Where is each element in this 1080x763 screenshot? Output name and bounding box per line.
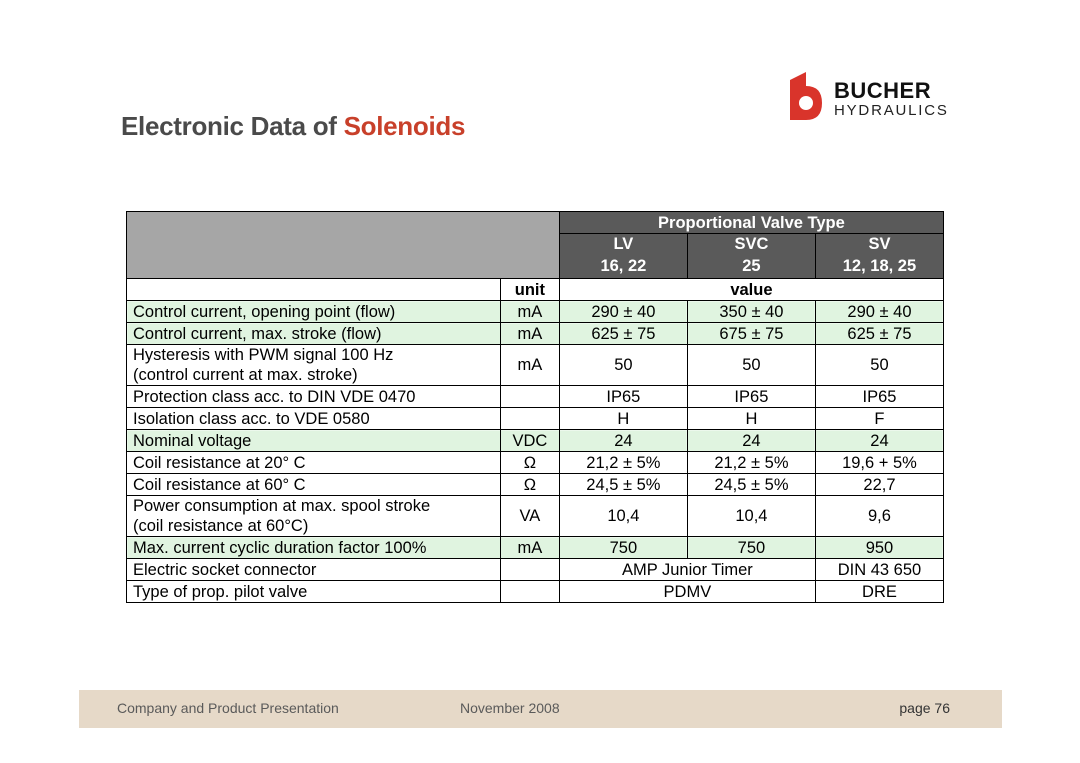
row-value: IP65 xyxy=(815,386,943,408)
row-label: Nominal voltage xyxy=(127,430,501,452)
table-row xyxy=(127,323,944,345)
row-label-line: (control current at max. stroke) xyxy=(133,366,358,384)
row-unit: Ω xyxy=(500,474,559,496)
logo-name: BUCHER xyxy=(834,78,932,103)
column-header-row xyxy=(127,279,944,301)
row-value: 350 ± 40 xyxy=(687,301,815,323)
row-label-line: (coil resistance at 60°C) xyxy=(133,517,309,535)
row-label: Control current, max. stroke (flow) xyxy=(127,323,501,345)
row-value: DIN 43 650 xyxy=(815,559,943,581)
row-value: 625 ± 75 xyxy=(559,323,687,345)
table-row xyxy=(127,581,944,603)
type-name: SV xyxy=(815,234,943,255)
row-value: 290 ± 40 xyxy=(815,301,943,323)
row-unit: mA xyxy=(500,301,559,323)
row-value: 750 xyxy=(687,537,815,559)
label-column-header xyxy=(127,279,501,301)
row-merged-value: AMP Junior Timer xyxy=(559,559,815,581)
row-value: H xyxy=(559,408,687,430)
company-logo xyxy=(786,72,976,124)
row-value: 24 xyxy=(687,430,815,452)
row-value: H xyxy=(687,408,815,430)
row-value: 19,6 + 5% xyxy=(815,452,943,474)
row-unit: VDC xyxy=(500,430,559,452)
group-header: Proportional Valve Type xyxy=(559,212,943,234)
value-column-header: value xyxy=(559,279,943,301)
row-label: Electric socket connector xyxy=(127,559,501,581)
row-label-line: Power consumption at max. spool stroke xyxy=(133,497,431,515)
row-value: 675 ± 75 xyxy=(687,323,815,345)
row-label: Coil resistance at 60° C xyxy=(127,474,501,496)
row-value: 10,4 xyxy=(559,496,687,537)
row-unit: VA xyxy=(500,496,559,537)
row-value: DRE xyxy=(815,581,943,603)
row-label: Control current, opening point (flow) xyxy=(127,301,501,323)
row-unit: mA xyxy=(500,345,559,386)
row-value: 24 xyxy=(815,430,943,452)
row-unit xyxy=(500,408,559,430)
title-text: Electronic Data of xyxy=(121,111,344,141)
solenoid-data-table xyxy=(126,211,944,603)
row-label: Isolation class acc. to VDE 0580 xyxy=(127,408,501,430)
row-label: Coil resistance at 20° C xyxy=(127,452,501,474)
row-merged-value: PDMV xyxy=(559,581,815,603)
row-value: 950 xyxy=(815,537,943,559)
type-name: SVC xyxy=(687,234,815,255)
row-unit: mA xyxy=(500,537,559,559)
table-row xyxy=(127,345,944,386)
type-sizes: 12, 18, 25 xyxy=(815,254,943,279)
row-label: Type of prop. pilot valve xyxy=(127,581,501,603)
row-unit xyxy=(500,581,559,603)
row-value: 21,2 ± 5% xyxy=(559,452,687,474)
logo-subtitle: HYDRAULICS xyxy=(834,102,949,119)
row-value: 24 xyxy=(559,430,687,452)
table-row xyxy=(127,386,944,408)
table-row xyxy=(127,408,944,430)
row-unit: Ω xyxy=(500,452,559,474)
row-label xyxy=(127,496,501,537)
row-value: 9,6 xyxy=(815,496,943,537)
table-row xyxy=(127,430,944,452)
header-blank xyxy=(127,212,560,279)
page-number: page 76 xyxy=(899,700,950,716)
row-unit xyxy=(500,386,559,408)
row-value: IP65 xyxy=(559,386,687,408)
title-highlight: Solenoids xyxy=(343,111,466,141)
footer-bar xyxy=(79,690,1002,728)
type-name: LV xyxy=(559,234,687,255)
type-sizes: 16, 22 xyxy=(559,254,687,279)
row-value: 10,4 xyxy=(687,496,815,537)
row-label xyxy=(127,345,501,386)
row-value: 21,2 ± 5% xyxy=(687,452,815,474)
row-value: 50 xyxy=(687,345,815,386)
table-header-row xyxy=(127,212,944,234)
row-value: 22,7 xyxy=(815,474,943,496)
row-unit: mA xyxy=(500,323,559,345)
row-value: 50 xyxy=(815,345,943,386)
row-value: 750 xyxy=(559,537,687,559)
row-label: Max. current cyclic duration factor 100% xyxy=(127,537,501,559)
row-value: F xyxy=(815,408,943,430)
row-label: Protection class acc. to DIN VDE 0470 xyxy=(127,386,501,408)
table-row xyxy=(127,452,944,474)
row-value: 50 xyxy=(559,345,687,386)
page-title xyxy=(121,111,465,142)
table-row xyxy=(127,559,944,581)
type-sizes: 25 xyxy=(687,254,815,279)
table-row xyxy=(127,301,944,323)
row-value: 24,5 ± 5% xyxy=(687,474,815,496)
row-value: 290 ± 40 xyxy=(559,301,687,323)
row-unit xyxy=(500,559,559,581)
table-row xyxy=(127,496,944,537)
unit-column-header: unit xyxy=(500,279,559,301)
table-row xyxy=(127,537,944,559)
footer-presentation: Company and Product Presentation xyxy=(117,700,339,716)
table-row xyxy=(127,474,944,496)
footer-date: November 2008 xyxy=(460,700,560,716)
row-value: 24,5 ± 5% xyxy=(559,474,687,496)
row-value: 625 ± 75 xyxy=(815,323,943,345)
bucher-logo-icon xyxy=(786,72,826,120)
row-value: IP65 xyxy=(687,386,815,408)
row-label-line: Hysteresis with PWM signal 100 Hz xyxy=(133,346,394,364)
